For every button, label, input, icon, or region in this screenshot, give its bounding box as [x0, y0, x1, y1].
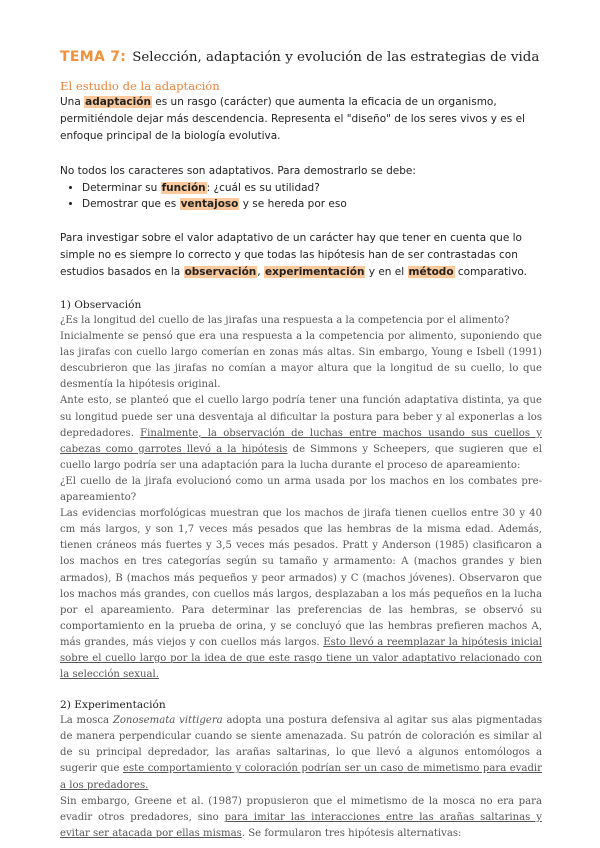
experimentation-paragraph-2: Sin embargo, Greene et al. (1987) propusieron que el mimetismo de la mosca no era para evadir otros predadores, sino para imitar las interacciones entre las arañas saltarinas y evitar ser atacada por ellas mismas. Se formularon tres hipótesis alternativas: — [60, 795, 542, 839]
title-text: Selección, adaptación y evolución de las estrategias de vida — [132, 50, 540, 65]
underlined-text: para imitar las interacciones entre las arañas saltarinas y evitar ser atacada por ellas mismas — [60, 811, 542, 839]
highlight-observacion: observación — [184, 266, 257, 278]
tema-label: TEMA 7: — [60, 49, 127, 65]
section-heading-adaptation: El estudio de la adaptación — [60, 79, 220, 93]
content — [60, 78, 542, 842]
underlined-text: Esto llevó a reemplazar la hipótesis inicial sobre el cuello largo por la idea de que este rasgo tiene un valor adaptativo relacionado con la selección sexual. — [60, 636, 543, 681]
method-paragraph: Para investigar sobre el valor adaptativo de un carácter hay que tener en cuenta que lo simple no es siempre lo correcto y que todas las hipótesis han de ser contrastadas con estudios basados en la observación, experimentación y en el método comparativo. — [60, 232, 527, 278]
question-giraffe-2: ¿El cuello de la jirafa evolucionó como un arma usada por los machos en los combates pre-apareamiento? — [60, 475, 542, 504]
intro-paragraph: Una adaptación es un rasgo (carácter) que aumenta la eficacia de un organismo, permitiéndole dejar más descendencia. Representa el "diseño" de los seres vivos y es el enfoque principal de la biología evolutiva. — [60, 96, 525, 142]
list-item: • Determinar su función: ¿cuál es su utilidad? — [82, 180, 542, 196]
section-heading-observation: 1) Observación — [60, 299, 142, 311]
section-heading-experimentation: 2) Experimentación — [60, 699, 166, 712]
observation-paragraph-1: Inicialmente se pensó que era una respuesta a la competencia por alimento, suponiendo que las jirafas con cuello largo comerían en zonas más altas. Sin embargo, Young e Isbell (1991) descubrieron que las jirafas no comían a mayor altura que la longitud de su cuello, lo que desmentía la hipótesis original. — [60, 331, 542, 391]
observation-paragraph-2: Ante esto, se planteó que el cuello largo podría tener una función adaptativa distinta, ya que su longitud puede ser una desventaja al dificultar la postura para beber y al exponerlas a los depredadores. Finalmente, la observación de luchas entre machos usando sus cuellos y cabezas como garrotes llevó a la hipótesis de Simmons y Scheepers, que sugieren que el cuello largo podría ser una adaptación para la lucha durante el proceso de apareamiento: — [60, 395, 543, 471]
species-name: Zonosemata vittigera — [112, 715, 223, 727]
underlined-text: Finalmente, la observación de luchas entre machos usando sus cuellos y cabezas como garrotes llevó a la hipótesis — [60, 427, 543, 455]
highlight-funcion: función — [161, 182, 206, 194]
observation-paragraph-3: Las evidencias morfológicas muestran que los machos de jirafa tienen cuellos entre 30 y 40 cm más largos, y son 1,7 veces más pesados que las hembras de la misma edad. Además, tienen cráneos más fuertes y 3,5 veces más pesados. Pratt y Anderson (1985) clasificaron a los machos en tres categorías según su tamaño y armamento: A (machos grandes y bien armados), B (machos más pequeños y peor armados) y C (machos jóvenes). Observaron que los machos más grandes, con cuellos más largos, desplazaban a los más pequeños en la lucha por el apareamiento. Para determinar las preferencias de las hembras, se observó su comportamiento en la prueba de orina, y se concluyó que las hembras prefieren machos A, más grandes, más viejos y con cuellos más largos. Esto llevó a reemplazar la hipótesis inicial sobre el cuello largo por la idea de que este rasgo tiene un valor adaptativo relacionado con la selección sexual. — [60, 508, 543, 681]
highlight-adaptacion: adaptación — [85, 96, 151, 108]
highlight-ventajoso: ventajoso — [180, 198, 239, 210]
page-title — [60, 49, 539, 65]
criteria-list — [60, 180, 542, 212]
highlight-experimentacion: experimentación — [264, 266, 365, 278]
list-item: • Demostrar que es ventajoso y se hereda por eso — [82, 196, 542, 212]
question-giraffe-1: ¿Es la longitud del cuello de las jirafas una respuesta a la competencia por el alimento? — [60, 315, 510, 326]
underlined-text: este comportamiento y coloración podrían ser un caso de mimetismo para evadir a los predadores. — [60, 763, 542, 791]
criteria-intro: No todos los caracteres son adaptativos. Para demostrarlo se debe: — [60, 165, 416, 177]
highlight-metodo: método — [408, 266, 454, 278]
experimentation-paragraph-1: La mosca Zonosemata vittigera adopta una postura defensiva al agitar sus alas pigmentadas de manera perpendicular cuando se siente amenazada. Su patrón de coloración es similar al de su principal depredador, las arañas saltarinas, lo que llevó a algunos entomólogos a sugerir que este comportamiento y coloración podrían ser un caso de mimetismo para evadir a los predadores. — [60, 715, 542, 791]
